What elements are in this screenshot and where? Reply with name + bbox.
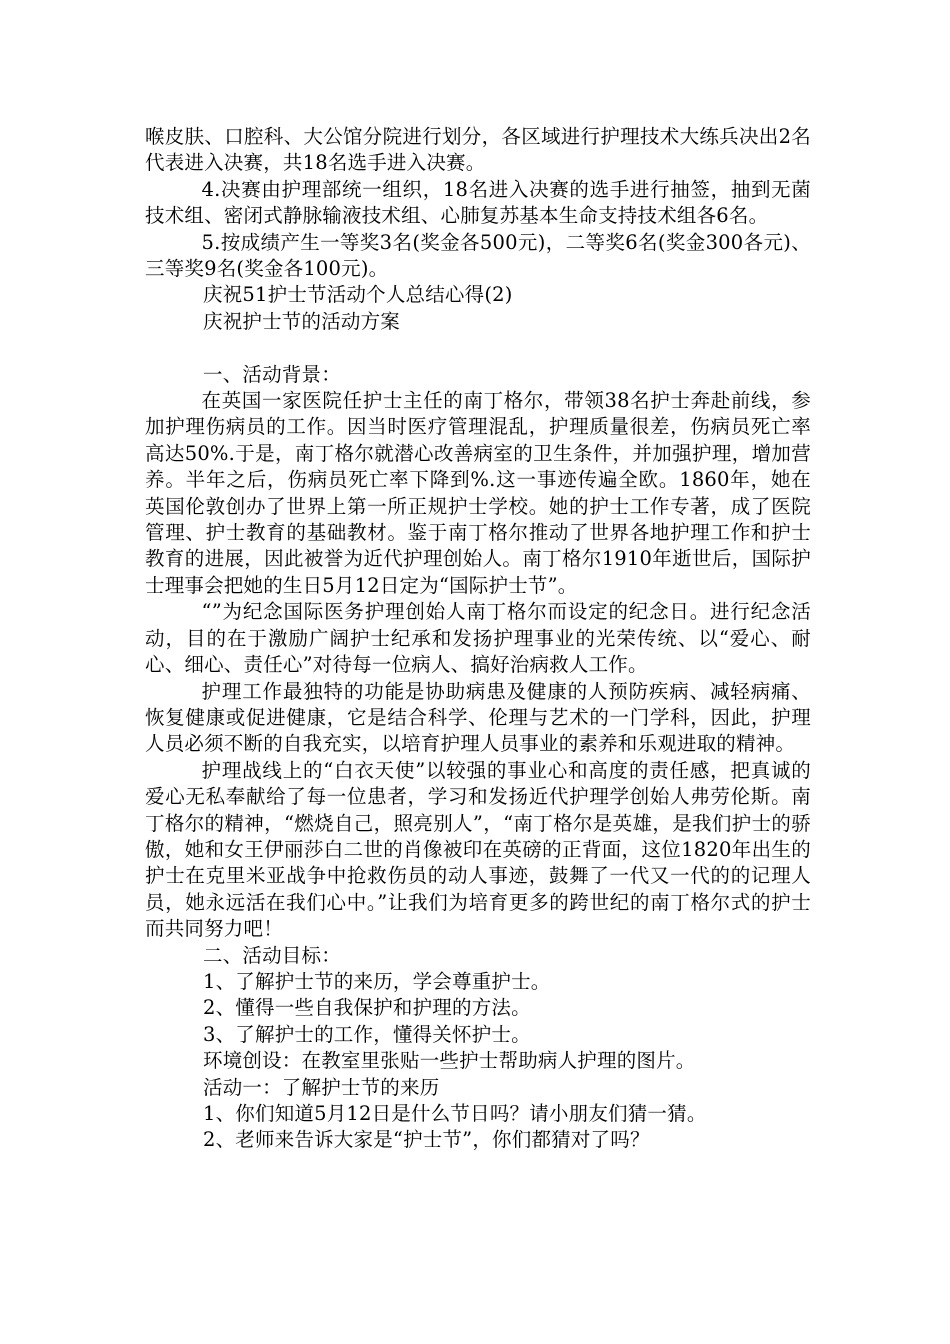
document-page: [145, 124, 811, 1154]
paragraph-commemoration: “”为纪念国际医务护理创始人南丁格尔而设定的纪念日。进行纪念活动，目的在于激励广阔护士纪承和发扬护理事业的光荣传统、以“爱心、耐心、细心、责任心”对待每一位病人、搞好治病救人工作。: [145, 600, 811, 677]
heading-goals: 二、活动目标：: [203, 943, 341, 967]
environment-setup: 环境创设：在教室里张贴一些护士帮助病人护理的图片。: [203, 1049, 696, 1073]
activity-one-title: 活动一：了解护士节的来历: [203, 1075, 440, 1099]
paragraph-nursing-function: 护理工作最独特的功能是协助病患及健康的人预防疾病、减轻病痛、恢复健康或促进健康，它是结合科学、伦理与艺术的一门学科，因此，护理人员必须不断的自我充实，以培育护理人员事业的素养和乐观进取的精神。: [145, 679, 811, 756]
activity-step-2: 2、老师来告诉大家是“护士节”，你们都猜对了吗？: [203, 1128, 650, 1152]
activity-step-1: 1、你们知道5月12日是什么节日吗？请小朋友们猜一猜。: [203, 1102, 707, 1126]
blank-line: [145, 335, 811, 361]
goal-item-3: 3、了解护士的工作，懂得关怀护士。: [203, 1022, 531, 1046]
heading-background: 一、活动背景：: [203, 362, 341, 386]
goal-item-1: 1、了解护士节的来历，学会尊重护士。: [203, 969, 551, 993]
paragraph-white-angels: 护理战线上的“白衣天使”以较强的事业心和高度的责任感，把真诚的爱心无私奉献给了每一位患者，学习和发扬近代护理学创始人弗劳伦斯。南丁格尔的精神，“燃烧自己，照亮别人”，“南丁格尔是英雄，是我们护士的骄傲，她和女王伊丽莎白二世的肖像被印在英磅的正背面，这位1820年出生的护士在克里米亚战争中抢救伤员的动人事迹，鼓舞了一代又一代的的记理人员，她永远活在我们心中。”让我们为培育更多的跨世纪的南丁格尔式的护士而共同努力吧！: [145, 758, 811, 941]
paragraph-final-rule-4: 4.决赛由护理部统一组织，18名进入决赛的选手进行抽签，抽到无菌技术组、密闭式静脉输液技术组、心肺复苏基本生命支持技术组各6名。: [145, 177, 811, 228]
section-title-plan: 庆祝护士节的活动方案: [203, 309, 401, 333]
paragraph-award-rule-5: 5.按成绩产生一等奖3名(奖金各500元)，二等奖6名(奖金300各元)、三等奖9名(奖金各100元)。: [145, 230, 811, 281]
goal-item-2: 2、懂得一些自我保护和护理的方法。: [203, 996, 531, 1020]
paragraph-nightingale-history: 在英国一家医院任护士主任的南丁格尔，带领38名护士奔赴前线，参加护理伤病员的工作。因当时医疗管理混乱，护理质量很差，伤病员死亡率高达50%.于是，南丁格尔就潜心改善病室的卫生条件，并加强护理，增加营养。半年之后，伤病员死亡率下降到%.这一事迹传遍全欧。1860年，她在英国伦敦创办了世界上第一所正规护士学校。她的护士工作专著，成了医院管理、护士教育的基础教材。鉴于南丁格尔推动了世界各地护理工作和护士教育的进展，因此被誉为近代护理创始人。南丁格尔1910年逝世后，国际护士理事会把她的生日5月12日定为“国际护士节”。: [145, 389, 811, 597]
paragraph-semifinal-continued: 喉皮肤、口腔科、大公馆分院进行划分，各区域进行护理技术大练兵决出2名代表进入决赛，共18名选手进入决赛。: [145, 125, 811, 175]
section-title-summary: 庆祝51护士节活动个人总结心得(2): [203, 283, 513, 307]
